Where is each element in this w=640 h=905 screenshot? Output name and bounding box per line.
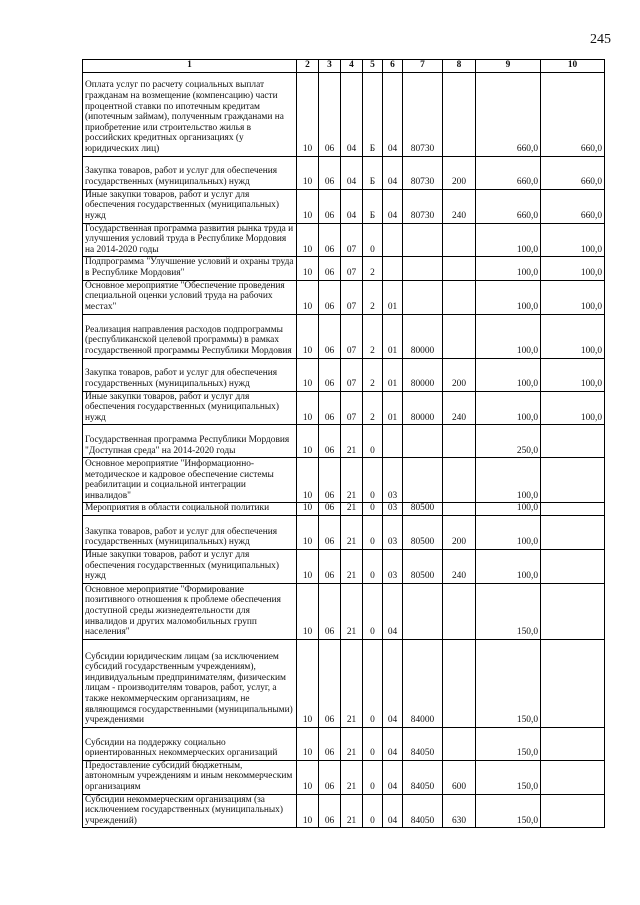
header-cell: 10	[541, 60, 605, 73]
amount-col10: 100,0	[541, 280, 605, 314]
table-row	[83, 391, 605, 425]
row-description: Основное мероприятие "Обеспечение проведения специальной оценки условий труда на рабочих местах"	[83, 280, 297, 314]
subsection-code: 06	[319, 257, 341, 280]
amount-col9: 100,0	[476, 391, 541, 425]
table-row	[83, 549, 605, 583]
direction-code: 84050	[403, 727, 443, 760]
subsection-code: 06	[319, 314, 341, 358]
subprogram-code: 0	[363, 515, 383, 549]
section-code: 10	[297, 794, 319, 828]
amount-col10	[541, 639, 605, 727]
subsection-code: 06	[319, 794, 341, 828]
header-cell: 2	[297, 60, 319, 73]
amount-col9: 100,0	[476, 515, 541, 549]
section-code: 10	[297, 760, 319, 794]
section-code: 10	[297, 391, 319, 425]
program-code: 07	[341, 257, 363, 280]
row-description: Основное мероприятие "Информационно-методическое и кадровое обеспечение системы реабилитации и социальной интеграции инвалидов"	[83, 458, 297, 503]
table-row	[83, 72, 605, 156]
amount-col10	[541, 583, 605, 639]
subprogram-code: 2	[363, 280, 383, 314]
direction-code	[403, 280, 443, 314]
direction-code	[403, 257, 443, 280]
amount-col10: 660,0	[541, 156, 605, 189]
amount-col9: 100,0	[476, 257, 541, 280]
row-description: Предоставление субсидий бюджетным, автономным учреждениям и иным некоммерческим организациям	[83, 760, 297, 794]
program-code: 21	[341, 760, 363, 794]
subprogram-code: 0	[363, 727, 383, 760]
expense-type-code	[443, 503, 476, 516]
amount-col10	[541, 760, 605, 794]
subsection-code: 06	[319, 358, 341, 391]
subsection-code: 06	[319, 156, 341, 189]
section-code: 10	[297, 223, 319, 257]
subsection-code: 06	[319, 223, 341, 257]
amount-col9: 150,0	[476, 760, 541, 794]
direction-code	[403, 458, 443, 503]
subprogram-code: 0	[363, 549, 383, 583]
row-description: Основное мероприятие "Формирование позитивного отношения к проблеме обеспечения доступной среды жизнедеятельности для инвалидов и других маломобильных групп населения"	[83, 583, 297, 639]
section-code: 10	[297, 727, 319, 760]
direction-code	[403, 583, 443, 639]
event-code: 01	[383, 314, 403, 358]
amount-col9: 150,0	[476, 639, 541, 727]
table-row	[83, 794, 605, 828]
subsection-code: 06	[319, 549, 341, 583]
amount-col9: 100,0	[476, 358, 541, 391]
subprogram-code: 0	[363, 794, 383, 828]
row-description: Реализация направления расходов подпрограммы (республиканской целевой программы) в рамках государственной программы Республики Мордовия	[83, 314, 297, 358]
subsection-code: 06	[319, 515, 341, 549]
header-cell: 8	[443, 60, 476, 73]
amount-col9: 660,0	[476, 72, 541, 156]
subsection-code: 06	[319, 189, 341, 223]
event-code: 03	[383, 458, 403, 503]
row-description: Субсидии на поддержку социально ориентированных некоммерческих организаций	[83, 727, 297, 760]
subprogram-code: 0	[363, 425, 383, 458]
subprogram-code: 0	[363, 760, 383, 794]
amount-col10	[541, 727, 605, 760]
event-code: 01	[383, 391, 403, 425]
program-code: 21	[341, 549, 363, 583]
amount-col10: 100,0	[541, 257, 605, 280]
subprogram-code: 0	[363, 639, 383, 727]
amount-col10	[541, 503, 605, 516]
subprogram-code: 0	[363, 458, 383, 503]
event-code: 03	[383, 503, 403, 516]
expense-type-code: 240	[443, 549, 476, 583]
expense-type-code: 630	[443, 794, 476, 828]
amount-col10	[541, 794, 605, 828]
amount-col10: 100,0	[541, 223, 605, 257]
section-code: 10	[297, 257, 319, 280]
event-code: 03	[383, 549, 403, 583]
event-code: 04	[383, 639, 403, 727]
event-code: 04	[383, 189, 403, 223]
program-code: 04	[341, 72, 363, 156]
direction-code: 80730	[403, 72, 443, 156]
amount-col9: 150,0	[476, 794, 541, 828]
section-code: 10	[297, 549, 319, 583]
section-code: 10	[297, 515, 319, 549]
row-description: Закупка товаров, работ и услуг для обеспечения государственных (муниципальных) нужд	[83, 156, 297, 189]
subprogram-code: 2	[363, 314, 383, 358]
program-code: 21	[341, 639, 363, 727]
table-row	[83, 189, 605, 223]
header-cell: 5	[363, 60, 383, 73]
event-code: 04	[383, 727, 403, 760]
header-cell: 4	[341, 60, 363, 73]
program-code: 04	[341, 189, 363, 223]
amount-col10	[541, 549, 605, 583]
expense-type-code	[443, 72, 476, 156]
direction-code: 80000	[403, 358, 443, 391]
table-header-row	[83, 60, 605, 73]
amount-col9: 100,0	[476, 314, 541, 358]
program-code: 07	[341, 223, 363, 257]
section-code: 10	[297, 458, 319, 503]
header-cell: 7	[403, 60, 443, 73]
section-code: 10	[297, 358, 319, 391]
subsection-code: 06	[319, 760, 341, 794]
section-code: 10	[297, 280, 319, 314]
direction-code: 80500	[403, 549, 443, 583]
amount-col10	[541, 515, 605, 549]
header-cell: 6	[383, 60, 403, 73]
expense-type-code: 200	[443, 358, 476, 391]
table-row	[83, 257, 605, 280]
section-code: 10	[297, 156, 319, 189]
direction-code: 84050	[403, 760, 443, 794]
section-code: 10	[297, 314, 319, 358]
section-code: 10	[297, 189, 319, 223]
event-code	[383, 257, 403, 280]
row-description: Мероприятия в области социальной политики	[83, 503, 297, 516]
budget-table	[82, 59, 605, 828]
direction-code: 84050	[403, 794, 443, 828]
subsection-code: 06	[319, 583, 341, 639]
expense-type-code	[443, 425, 476, 458]
expense-type-code: 600	[443, 760, 476, 794]
expense-type-code	[443, 314, 476, 358]
subsection-code: 06	[319, 503, 341, 516]
event-code: 04	[383, 156, 403, 189]
event-code: 04	[383, 583, 403, 639]
amount-col9: 100,0	[476, 549, 541, 583]
amount-col9: 250,0	[476, 425, 541, 458]
expense-type-code	[443, 458, 476, 503]
direction-code	[403, 223, 443, 257]
amount-col10: 100,0	[541, 358, 605, 391]
table-row	[83, 639, 605, 727]
header-cell: 9	[476, 60, 541, 73]
subsection-code: 06	[319, 280, 341, 314]
subsection-code: 06	[319, 425, 341, 458]
amount-col9: 100,0	[476, 503, 541, 516]
subsection-code: 06	[319, 727, 341, 760]
amount-col9: 100,0	[476, 223, 541, 257]
table-row	[83, 314, 605, 358]
table-row	[83, 156, 605, 189]
program-code: 21	[341, 503, 363, 516]
subsection-code: 06	[319, 391, 341, 425]
table-row	[83, 280, 605, 314]
event-code: 01	[383, 280, 403, 314]
subprogram-code: Б	[363, 189, 383, 223]
table-row	[83, 583, 605, 639]
expense-type-code	[443, 639, 476, 727]
event-code: 01	[383, 358, 403, 391]
row-description: Иные закупки товаров, работ и услуг для обеспечения государственных (муниципальных) нужд	[83, 391, 297, 425]
table-row	[83, 503, 605, 516]
row-description: Иные закупки товаров, работ и услуг для обеспечения государственных (муниципальных) нужд	[83, 549, 297, 583]
section-code: 10	[297, 583, 319, 639]
event-code	[383, 425, 403, 458]
subprogram-code: 2	[363, 257, 383, 280]
program-code: 21	[341, 425, 363, 458]
subprogram-code: 0	[363, 223, 383, 257]
subprogram-code: Б	[363, 72, 383, 156]
program-code: 07	[341, 280, 363, 314]
amount-col10	[541, 425, 605, 458]
subprogram-code: 0	[363, 503, 383, 516]
amount-col10: 660,0	[541, 72, 605, 156]
expense-type-code	[443, 257, 476, 280]
expense-type-code: 240	[443, 189, 476, 223]
header-cell: 1	[83, 60, 297, 73]
program-code: 07	[341, 391, 363, 425]
event-code: 03	[383, 515, 403, 549]
program-code: 21	[341, 515, 363, 549]
table-row	[83, 760, 605, 794]
amount-col10: 100,0	[541, 314, 605, 358]
amount-col9: 660,0	[476, 189, 541, 223]
program-code: 21	[341, 583, 363, 639]
row-description: Субсидии некоммерческим организациям (за исключением государственных (муниципальных) учреждений)	[83, 794, 297, 828]
event-code	[383, 223, 403, 257]
expense-type-code: 240	[443, 391, 476, 425]
section-code: 10	[297, 72, 319, 156]
expense-type-code	[443, 727, 476, 760]
direction-code: 80730	[403, 156, 443, 189]
header-cell: 3	[319, 60, 341, 73]
direction-code	[403, 425, 443, 458]
direction-code: 80730	[403, 189, 443, 223]
amount-col9: 150,0	[476, 583, 541, 639]
row-description: Закупка товаров, работ и услуг для обеспечения государственных (муниципальных) нужд	[83, 358, 297, 391]
section-code: 10	[297, 503, 319, 516]
table-row	[83, 358, 605, 391]
subsection-code: 06	[319, 458, 341, 503]
direction-code: 80500	[403, 515, 443, 549]
subprogram-code: 0	[363, 583, 383, 639]
program-code: 07	[341, 314, 363, 358]
program-code: 07	[341, 358, 363, 391]
direction-code: 80000	[403, 391, 443, 425]
expense-type-code	[443, 583, 476, 639]
event-code: 04	[383, 72, 403, 156]
program-code: 21	[341, 727, 363, 760]
subsection-code: 06	[319, 72, 341, 156]
table-row	[83, 727, 605, 760]
event-code: 04	[383, 794, 403, 828]
amount-col9: 150,0	[476, 727, 541, 760]
program-code: 04	[341, 156, 363, 189]
amount-col9: 100,0	[476, 280, 541, 314]
page-number: 245	[590, 32, 611, 47]
row-description: Подпрограмма "Улучшение условий и охраны труда в Республике Мордовия"	[83, 257, 297, 280]
table-row	[83, 515, 605, 549]
direction-code: 84000	[403, 639, 443, 727]
row-description: Иные закупки товаров, работ и услуг для обеспечения государственных (муниципальных) нужд	[83, 189, 297, 223]
row-description: Государственная программа развития рынка труда и улучшения условий труда в Республике Мордовия на 2014-2020 годы	[83, 223, 297, 257]
section-code: 10	[297, 639, 319, 727]
row-description: Государственная программа Республики Мордовия "Доступная среда" на 2014-2020 годы	[83, 425, 297, 458]
row-description: Субсидии юридическим лицам (за исключением субсидий государственным учреждениям), индивидуальным предпринимателям, физическим лицам - производителям товаров, работ, услуг, а также некоммерческим организациям, не являющимся государственными (муниципальными) учреждениями	[83, 639, 297, 727]
amount-col9: 100,0	[476, 458, 541, 503]
subprogram-code: 2	[363, 358, 383, 391]
program-code: 21	[341, 794, 363, 828]
subprogram-code: Б	[363, 156, 383, 189]
expense-type-code: 200	[443, 515, 476, 549]
table-row	[83, 425, 605, 458]
row-description: Оплата услуг по расчету социальных выплат гражданам на возмещение (компенсацию) части процентной ставки по ипотечным кредитам (ипотечным займам), полученным гражданами на приобретение или строительство жилья в российских кредитных организациях (у юридических лиц)	[83, 72, 297, 156]
amount-col10	[541, 458, 605, 503]
expense-type-code	[443, 280, 476, 314]
direction-code: 80000	[403, 314, 443, 358]
amount-col9: 660,0	[476, 156, 541, 189]
amount-col10: 660,0	[541, 189, 605, 223]
subsection-code: 06	[319, 639, 341, 727]
amount-col10: 100,0	[541, 391, 605, 425]
table-row	[83, 223, 605, 257]
subprogram-code: 2	[363, 391, 383, 425]
event-code: 04	[383, 760, 403, 794]
row-description: Закупка товаров, работ и услуг для обеспечения государственных (муниципальных) нужд	[83, 515, 297, 549]
section-code: 10	[297, 425, 319, 458]
expense-type-code	[443, 223, 476, 257]
expense-type-code: 200	[443, 156, 476, 189]
direction-code: 80500	[403, 503, 443, 516]
program-code: 21	[341, 458, 363, 503]
table-row	[83, 458, 605, 503]
